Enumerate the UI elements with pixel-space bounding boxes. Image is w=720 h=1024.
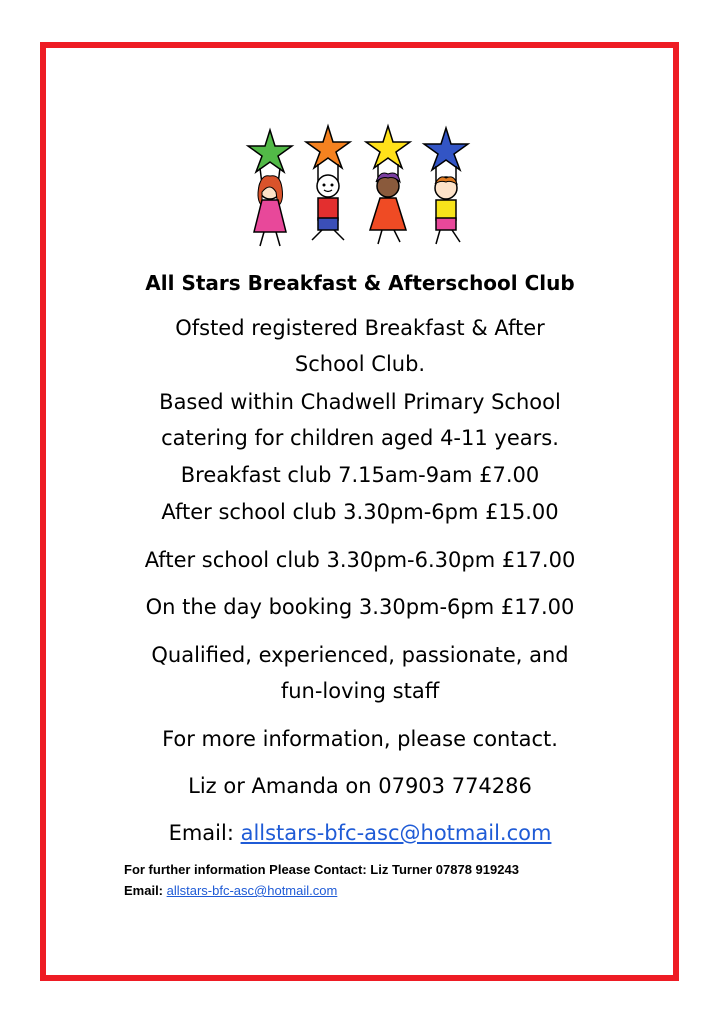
contact-prompt: For more information, please contact. <box>162 727 558 751</box>
email-link[interactable]: allstars-bfc-asc@hotmail.com <box>240 821 552 845</box>
price-on-the-day: On the day booking 3.30pm-6pm £17.00 <box>145 595 575 619</box>
footer-contact-line: For further information Please Contact: Liz Turner 07878 919243 <box>124 862 519 877</box>
contact-names-phone: Liz or Amanda on 07903 774286 <box>188 774 532 798</box>
children-holding-stars-icon <box>240 122 480 252</box>
email-label: Email: <box>168 821 241 845</box>
staff-line: fun-loving staff <box>280 679 440 703</box>
staff-line: Qualified, experienced, passionate, and <box>151 643 569 667</box>
footer-email-link[interactable]: allstars-bfc-asc@hotmail.com <box>166 883 338 898</box>
price-breakfast-club: Breakfast club 7.15am-9am £7.00 <box>180 463 540 487</box>
footer-email-line <box>124 882 337 900</box>
price-after-school-6pm: After school club 3.30pm-6pm £15.00 <box>161 500 559 524</box>
body-line: School Club. <box>294 352 426 376</box>
email-line <box>40 815 680 851</box>
flyer-title: All Stars Breakfast & Afterschool Club <box>145 271 575 295</box>
footer-email-label: Email: <box>124 883 167 898</box>
price-after-school-630pm: After school club 3.30pm-6.30pm £17.00 <box>144 548 576 572</box>
body-line: Ofsted registered Breakfast & After <box>175 316 545 340</box>
body-line: Based within Chadwell Primary School <box>159 390 561 414</box>
body-line: catering for children aged 4-11 years. <box>161 426 559 450</box>
